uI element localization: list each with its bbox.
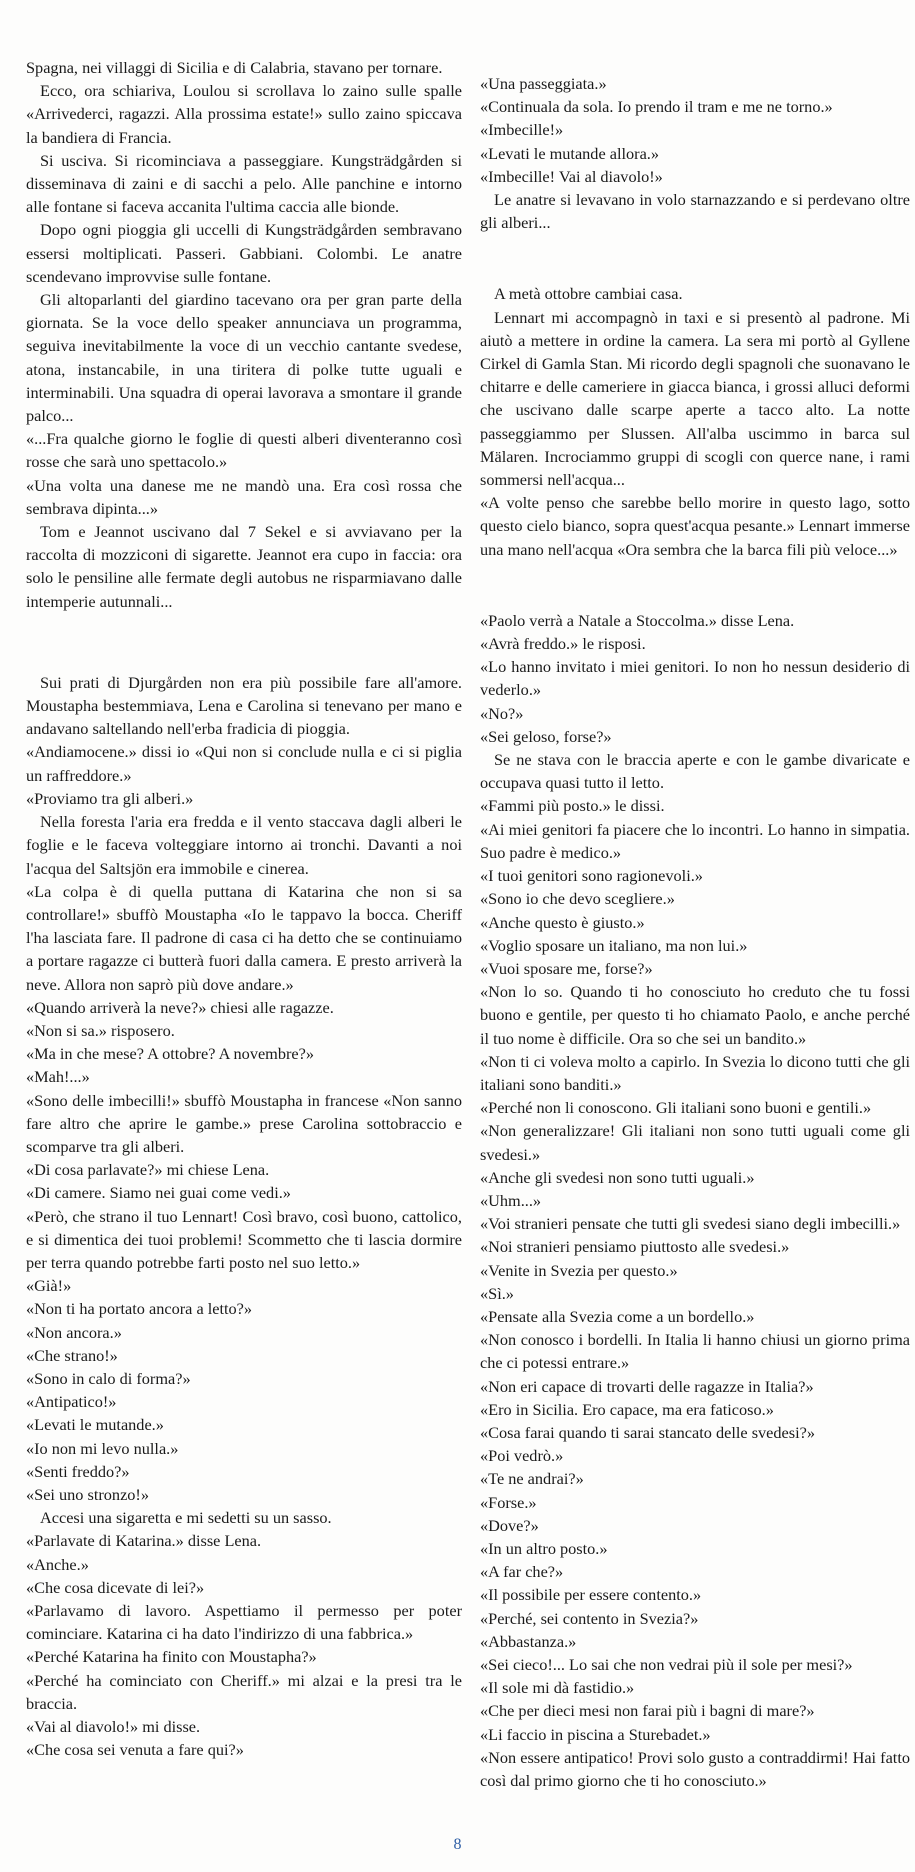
right-section-2	[480, 282, 910, 560]
paragraph: «Non ti ci voleva molto a capirlo. In Svezia lo dicono tutti che gli italiani sono banditi.»	[480, 1051, 910, 1094]
paragraph: «Lo hanno invitato i miei genitori. Io non ho nessun desiderio di vederlo.»	[480, 657, 910, 700]
paragraph: Ecco, ora schiariva, Loulou si scrollava lo zaino sulle spalle «Arrivederci, ragazzi. Alla prossima estate!» sullo zaino spiccava la bandiera di Francia.	[26, 81, 462, 147]
paragraph: «Anche gli svedesi non sono tutti uguali.»	[480, 1167, 755, 1187]
paragraph: «Sei uno stronzo!»	[26, 1484, 149, 1504]
paragraph: «Una volta una danese me ne mandò una. Era così rossa che sembrava dipinta...»	[26, 475, 462, 518]
paragraph: «Non si sa.» risposero.	[26, 1020, 175, 1040]
paragraph: «Ma in che mese? A ottobre? A novembre?»	[26, 1044, 315, 1064]
paragraph: «Paolo verrà a Natale a Stoccolma.» disse Lena.	[480, 610, 795, 630]
paragraph: «Ero in Sicilia. Ero capace, ma era faticoso.»	[480, 1399, 774, 1419]
paragraph: «In un altro posto.»	[480, 1538, 608, 1558]
right-section-3	[480, 609, 910, 1792]
right-section-1	[480, 72, 910, 234]
paragraph: Dopo ogni pioggia gli uccelli di Kungsträdgården sembravano essersi moltiplicati. Passeri. Gabbiani. Colombi. Le anatre scendevano improvvise sulle fontane.	[26, 220, 462, 286]
paragraph: «Dove?»	[480, 1515, 539, 1535]
paragraph: «Sono io che devo scegliere.»	[480, 889, 675, 909]
paragraph: «Già!»	[26, 1276, 72, 1296]
paragraph: «Anche.»	[26, 1554, 89, 1574]
paragraph: Nella foresta l'aria era fredda e il vento staccava dagli alberi le foglie e le faceva volteggiare intorno ai tronchi. Davanti a noi l'acqua del Saltsjön era immobile e cinerea.	[26, 812, 462, 878]
paragraph: «Perché, sei contento in Svezia?»	[480, 1608, 699, 1628]
paragraph: A metà ottobre cambiai casa.	[494, 284, 683, 304]
paragraph: «Imbecille!»	[480, 120, 564, 140]
paragraph: Le anatre si levavano in volo starnazzando e si perdevano oltre gli alberi...	[480, 190, 910, 233]
paragraph: «Parlavate di Katarina.» disse Lena.	[26, 1531, 262, 1551]
paragraph: «Venite in Svezia per questo.»	[480, 1260, 678, 1280]
paragraph: «Uhm...»	[480, 1190, 542, 1210]
paragraph: «No?»	[480, 703, 524, 723]
paragraph: «Sei cieco!... Lo sai che non vedrai più il sole per mesi?»	[480, 1655, 853, 1674]
paragraph: «Pensate alla Svezia come a un bordello.»	[480, 1306, 755, 1326]
paragraph: «Non eri capace di trovarti delle ragazze in Italia?»	[480, 1376, 814, 1396]
paragraph: Se ne stava con le braccia aperte e con le gambe divaricate e occupava quasi tutto il letto.	[480, 750, 910, 793]
paragraph: «Di camere. Siamo nei guai come vedi.»	[26, 1183, 291, 1203]
paragraph: «I tuoi genitori sono ragionevoli.»	[480, 866, 703, 886]
paragraph: «Levati le mutande.»	[26, 1415, 164, 1435]
paragraph: «Sono delle imbecilli!» sbuffò Moustapha in francese «Non sanno fare altro che aprire le gambe.» prese Carolina sottobraccio e scomparve tra gli alberi.	[26, 1090, 462, 1156]
section-break	[26, 613, 462, 671]
paragraph: «Li faccio in piscina a Sturebadet.»	[480, 1724, 711, 1744]
paragraph: «Non ti ha portato ancora a letto?»	[26, 1299, 253, 1319]
paragraph: «Mah!...»	[26, 1067, 90, 1087]
paragraph: «Voi stranieri pensate che tutti gli svedesi siano degli imbecilli.»	[480, 1214, 901, 1234]
paragraph: «Andiamocene.» dissi io «Qui non si conclude nulla e ci si piglia un raffreddore.»	[26, 742, 462, 785]
paragraph: «Non ancora.»	[26, 1322, 122, 1342]
left-section-2	[26, 671, 462, 1762]
paragraph: «Una passeggiata.»	[480, 74, 607, 93]
paragraph: «Quando arriverà la neve?» chiesi alle ragazze.	[26, 997, 334, 1017]
paragraph: «Non conosco i bordelli. In Italia li hanno chiusi un giorno prima che ci potessi entrare.»	[480, 1330, 910, 1373]
paragraph: «A far che?»	[480, 1562, 564, 1582]
paragraph: Accesi una sigaretta e mi sedetti su un sasso.	[40, 1508, 332, 1528]
paragraph: Lennart mi accompagnò in taxi e si presentò al padrone. Mi aiutò a mettere in ordine la camera. La sera mi portò al Gyllene Cirkel di Gamla Stan. Mi ricordo degli spagnoli che suonavano le chitarre e delle cameriere in giacca bianca, i grossi alluci deformi che uscivano dalle scarpe aperte a tacco alto. La notte passeggiammo per Slussen. All'alba uscimmo in barca sul Mälaren. Incrociammo gruppi di scogli con querce nane, i rami sommersi nell'acqua...	[480, 307, 910, 490]
paragraph: «Non lo so. Quando ti ho conosciuto ho creduto che tu fossi buono e gentile, per questo ti ho chiamato Paolo, e anche perché il tuo nome è difficile. Ora so che sei un bandito.»	[480, 982, 910, 1048]
paragraph: «Vai al diavolo!» mi disse.	[26, 1717, 201, 1737]
paragraph: «La colpa è di quella puttana di Katarina che non si sa controllare!» sbuffò Moustapha «Io le tappavo la bocca. Cheriff l'ha lasciata fare. Il padrone di casa ci ha detto che se continuiamo a portare ragazze ci butterà fuori dalla camera. E presto arriverà la neve. Allora non saprò più dove andare.»	[26, 881, 462, 994]
paragraph: «Fammi più posto.» le dissi.	[480, 796, 665, 816]
paragraph: «Non generalizzare! Gli italiani non sono tutti uguali come gli svedesi.»	[480, 1121, 910, 1164]
paragraph: Sui prati di Djurgården non era più possibile fare all'amore. Moustapha bestemmiava, Lena e Carolina si tenevano per mano e andavano saltellando nell'erba fradicia di pioggia.	[26, 672, 462, 739]
paragraph: «Che cosa dicevate di lei?»	[26, 1577, 205, 1597]
paragraph: «Però, che strano il tuo Lennart! Così bravo, così buono, cattolico, e si dimentica dei tuoi problemi! Scommetto che ti lascia dormire per terra quando potrebbe farti posto nel suo letto.»	[26, 1206, 462, 1272]
right-column	[480, 72, 910, 1792]
section-break	[480, 561, 910, 609]
left-column	[26, 56, 462, 1761]
page-number: 8	[453, 1836, 462, 1853]
section-break	[480, 234, 910, 282]
paragraph: «Senti freddo?»	[26, 1461, 130, 1481]
paragraph: «Antipatico!»	[26, 1392, 117, 1412]
paragraph: «A volte penso che sarebbe bello morire in questo lago, sotto questo cielo bianco, sopra quest'acqua pesante.» Lennart immerse una mano nell'acqua «Ora sembra che la barca fili più veloce...»	[480, 493, 910, 559]
paragraph: «Il possibile per essere contento.»	[480, 1585, 702, 1605]
paragraph: «Di cosa parlavate?» mi chiese Lena.	[26, 1160, 270, 1180]
paragraph: «...Fra qualche giorno le foglie di questi alberi diventeranno così rosse che sarà uno spettacolo.»	[26, 429, 462, 472]
paragraph: «Levati le mutande allora.»	[480, 143, 660, 163]
paragraph: «Sei geloso, forse?»	[480, 726, 612, 746]
paragraph: «Voglio sposare un italiano, ma non lui.»	[480, 935, 748, 955]
paragraph: «Sono in calo di forma?»	[26, 1368, 191, 1388]
paragraph: «Vuoi sposare me, forse?»	[480, 958, 653, 978]
paragraph: «Ai miei genitori fa piacere che lo incontri. Lo hanno in simpatia. Suo padre è medico.»	[480, 819, 910, 862]
paragraph: «Noi stranieri pensiamo piuttosto alle svedesi.»	[480, 1237, 790, 1257]
paragraph: Gli altoparlanti del giardino tacevano ora per gran parte della giornata. Se la voce dello speaker annunciava un programma, seguiva inevitabilmente la voce di un vecchio cantante svedese, atona, instancabile, in una tiritera di polke tutte uguali e interminabili. Una squadra di operai lavorava a smontare il grande palco...	[26, 290, 462, 426]
paragraph: «Io non mi levo nulla.»	[26, 1438, 179, 1458]
paragraph: «Poi vedrò.»	[480, 1446, 564, 1466]
paragraph: «Parlavamo di lavoro. Aspettiamo il permesso per poter cominciare. Katarina ci ha dato l'indirizzo di una fabbrica.»	[26, 1601, 462, 1644]
paragraph: «Proviamo tra gli alberi.»	[26, 788, 194, 808]
paragraph: «Il sole mi dà fastidio.»	[480, 1678, 635, 1698]
paragraph: «Perché ha cominciato con Cheriff.» mi alzai e la presi tra le braccia.	[26, 1670, 462, 1713]
paragraph: Spagna, nei villaggi di Sicilia e di Calabria, stavano per tornare.	[26, 58, 443, 77]
paragraph: «Che per dieci mesi non farai più i bagni di mare?»	[480, 1701, 815, 1721]
paragraph: Si usciva. Si ricominciava a passeggiare. Kungsträdgården si disseminava di zaini e di sacchi a pelo. Alle panchine e intorno alle fontane si faceva accanita l'ultima caccia alle bionde.	[26, 150, 462, 217]
paragraph: «Che strano!»	[26, 1345, 118, 1365]
paragraph: «Cosa farai quando ti sarai stancato delle svedesi?»	[480, 1422, 816, 1442]
paragraph: Tom e Jeannot uscivano dal 7 Sekel e si avviavano per la raccolta di mozziconi di sigarette. Jeannot era cupo in faccia: ora solo le pensiline alle fermate degli autobus ne risparmiavano dalle intemperie autunnali...	[26, 522, 462, 611]
paragraph: «Te ne andrai?»	[480, 1469, 584, 1489]
paragraph: «Avrà freddo.» le risposi.	[480, 634, 646, 654]
paragraph: «Che cosa sei venuta a fare qui?»	[26, 1740, 244, 1760]
paragraph: «Imbecille! Vai al diavolo!»	[480, 166, 663, 186]
paragraph: «Perché non li conoscono. Gli italiani sono buoni e gentili.»	[480, 1098, 872, 1118]
paragraph: «Abbastanza.»	[480, 1631, 577, 1651]
paragraph: «Anche questo è giusto.»	[480, 912, 645, 932]
paragraph: «Non essere antipatico! Provi solo gusto a contraddirmi! Hai fatto così dal primo giorno che ti ho conosciuto.»	[480, 1747, 910, 1791]
paragraph: «Continuala da sola. Io prendo il tram e me ne torno.»	[480, 97, 833, 117]
left-section-1	[26, 56, 462, 613]
paragraph: «Perché Katarina ha finito con Moustapha?»	[26, 1647, 317, 1667]
paragraph: «Forse.»	[480, 1492, 537, 1512]
paragraph: «Sì.»	[480, 1283, 514, 1303]
